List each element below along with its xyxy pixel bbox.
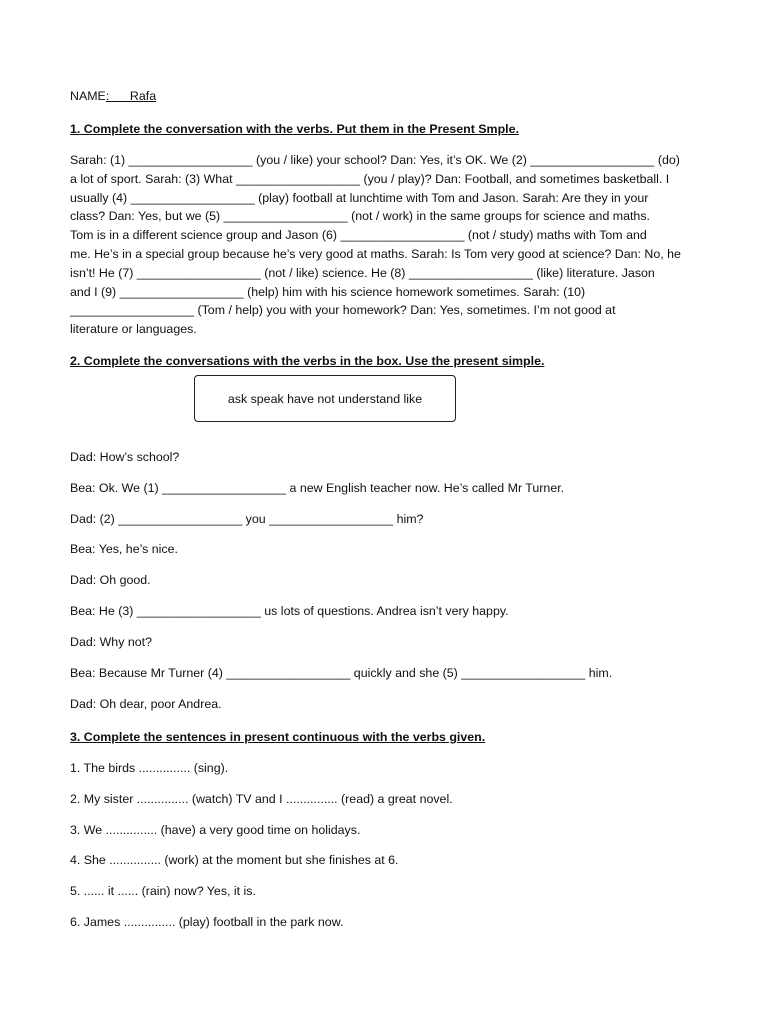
ex3-line: 5. ...... it ...... (rain) now? Yes, it is.: [70, 884, 256, 898]
student-name: [70, 89, 156, 103]
exercise-2-heading: 2. Complete the conversations with the verbs in the box. Use the present simple.: [70, 354, 545, 368]
ex1-line: me. He’s in a special group because he’s very good at maths. Sarah: Is Tom very good at science? Dan: No, he: [70, 246, 681, 261]
ex2-line: Bea: Because Mr Turner (4) __________________ quickly and she (5) __________________ him.: [70, 666, 613, 680]
ex1-line: class? Dan: Yes, but we (5) __________________ (not / work) in the same groups for science and maths.: [70, 209, 650, 224]
ex3-line: 2. My sister ............... (watch) TV and I ............... (read) a great novel.: [70, 792, 453, 806]
exercise-3-heading: 3. Complete the sentences in present continuous with the verbs given.: [70, 730, 486, 744]
ex2-line: Dad: Oh good.: [70, 573, 151, 587]
ex3-line: 3. We ............... (have) a very good time on holidays.: [70, 823, 361, 837]
ex1-line: Sarah: (1) __________________ (you / like) your school? Dan: Yes, it’s OK. We (2) __________________ (do): [70, 153, 680, 167]
ex1-line: usually (4) __________________ (play) football at lunchtime with Tom and Jason. Sarah: Are they in your: [70, 190, 649, 205]
ex2-line: Dad: How’s school?: [70, 450, 180, 464]
ex1-line: isn’t! He (7) __________________ (not / like) science. He (8) __________________ (like) literature. Jason: [70, 265, 655, 280]
name-label: NAME: [70, 89, 106, 103]
ex1-line: __________________ (Tom / help) you with your homework? Dan: Yes, sometimes. I’m not good at: [70, 303, 616, 318]
ex2-line: Dad: (2) __________________ you __________________ him?: [70, 512, 424, 526]
ex1-line: a lot of sport. Sarah: (3) What __________________ (you / play)? Dan: Football, and sometimes basketball. I: [70, 171, 670, 186]
exercise-1-text: [70, 151, 710, 339]
exercise-1-heading: 1. Complete the conversation with the verbs. Put them in the Present Smple.: [70, 122, 519, 136]
ex3-line: 4. She ............... (work) at the moment but she finishes at 6.: [70, 853, 399, 867]
ex1-line: Tom is in a different science group and Jason (6) __________________ (not / study) maths with Tom and: [70, 228, 647, 243]
ex2-line: Dad: Why not?: [70, 635, 152, 649]
ex2-line: Dad: Oh dear, poor Andrea.: [70, 697, 222, 711]
ex2-line: Bea: Yes, he’s nice.: [70, 542, 178, 556]
ex1-line: and I (9) __________________ (help) him with his science homework sometimes. Sarah: (10): [70, 284, 586, 299]
verb-box-text: ask speak have not understand like: [227, 391, 423, 406]
verb-box: [194, 375, 456, 422]
ex2-line: Bea: Ok. We (1) __________________ a new English teacher now. He’s called Mr Turner.: [70, 481, 565, 495]
ex3-line: 6. James ............... (play) football in the park now.: [70, 915, 344, 929]
ex1-line: literature or languages.: [70, 322, 197, 337]
ex2-line: Bea: He (3) __________________ us lots of questions. Andrea isn’t very happy.: [70, 604, 509, 618]
name-value: : Rafa: [105, 89, 157, 103]
ex3-line: 1. The birds ............... (sing).: [70, 761, 229, 775]
